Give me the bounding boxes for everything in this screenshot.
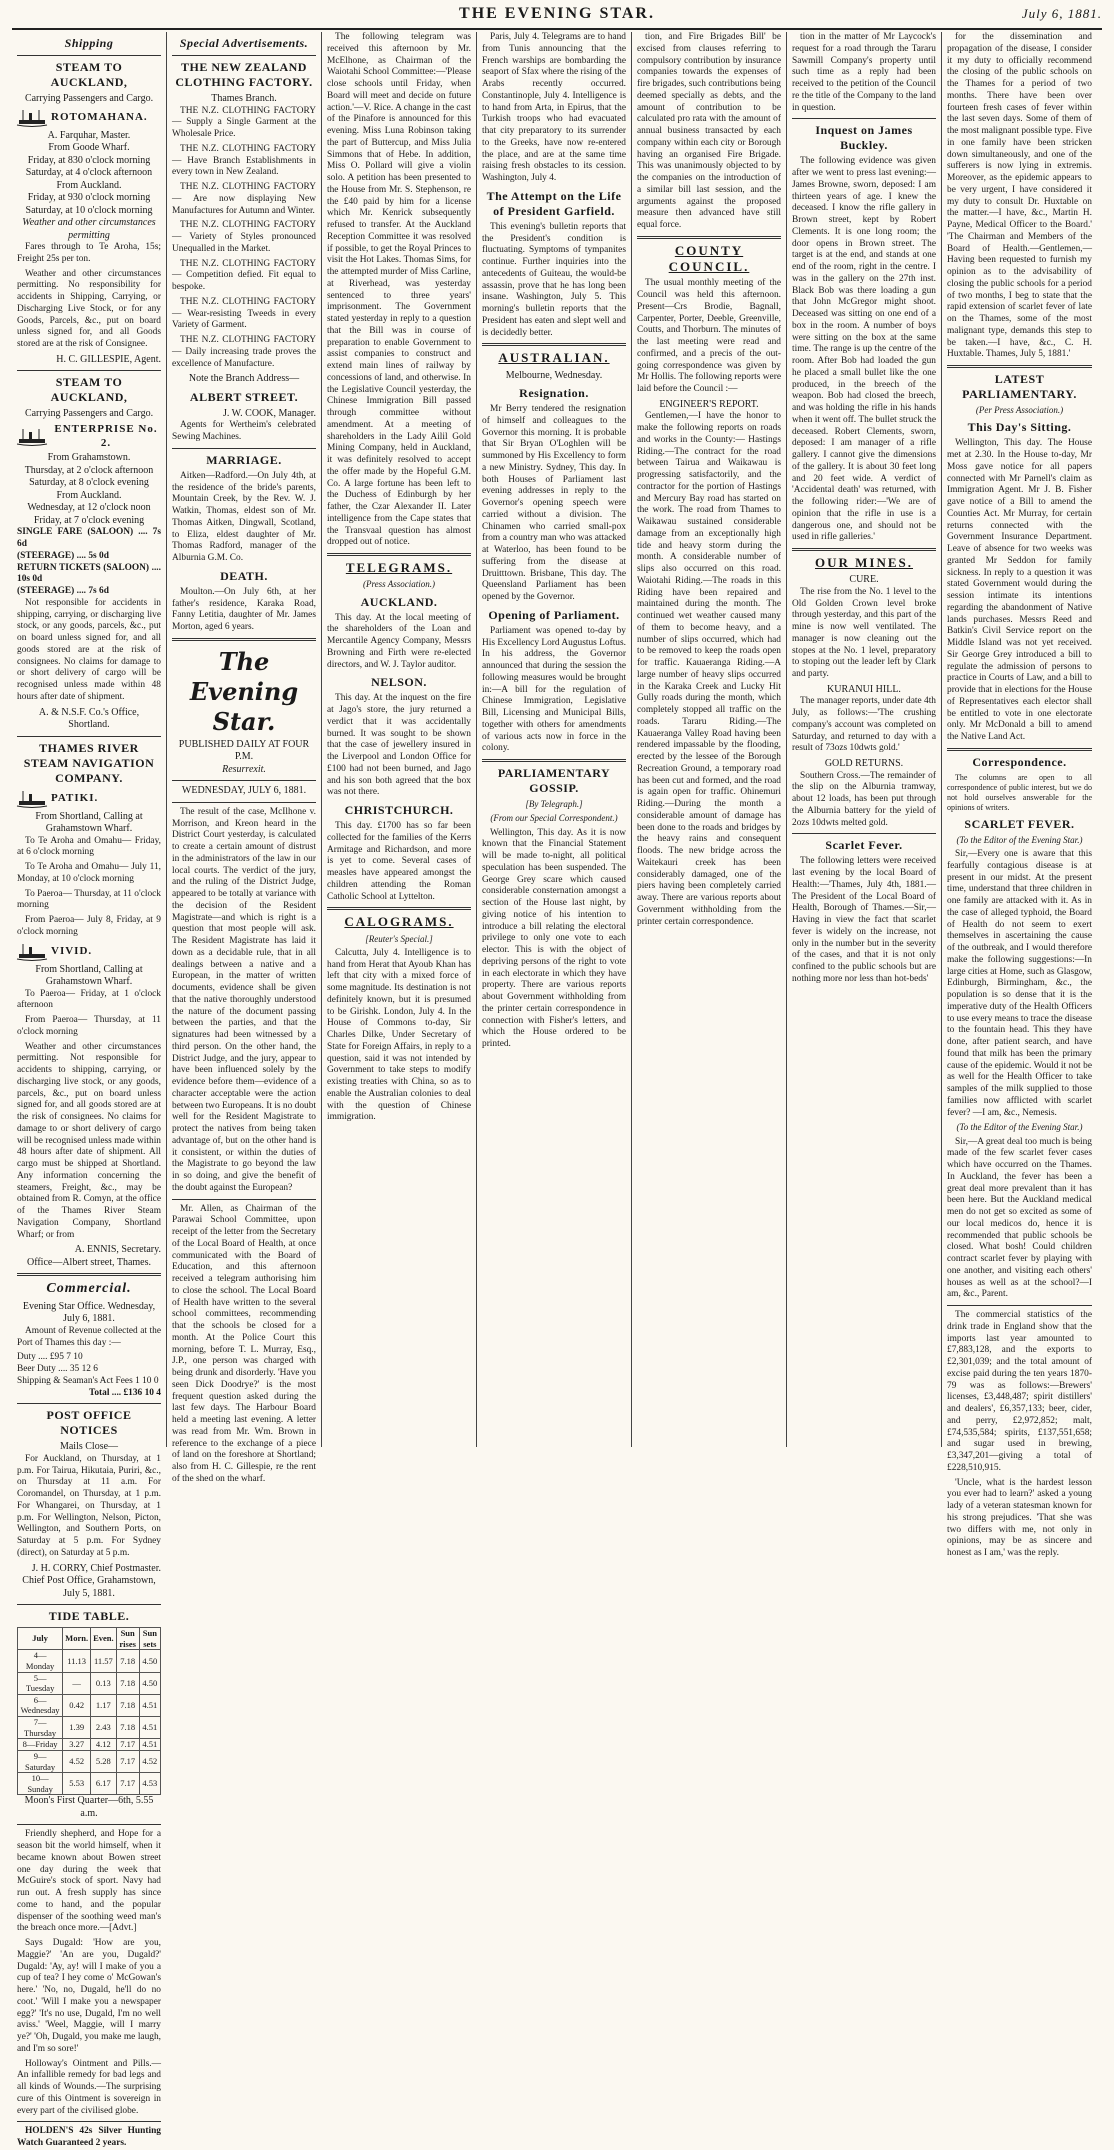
departure-time: Friday, at 830 o'clock morning: [27, 154, 151, 166]
ship-master: A. Farquhar, Master.: [47, 129, 131, 141]
our-mines-heading: OUR MINES.: [814, 555, 913, 570]
tide-cell: 4.51: [139, 1717, 160, 1739]
column-6: [787, 32, 942, 1447]
steamship-icon: [17, 427, 47, 447]
agent-signature: H. C. GILLESPIE, Agent.: [56, 353, 161, 365]
ship-name-patiki: PATIKI.: [51, 791, 99, 804]
departure-time: To Paeroa— Friday, at 1 o'clock afternoon: [17, 988, 161, 1011]
editorial-date: WEDNESDAY, JULY 6, 1881.: [181, 785, 307, 797]
tide-table-heading: TIDE TABLE.: [48, 1609, 130, 1623]
drink-statistics: The commercial statistics of the drink trade in England show that the imports last year amounted to £7,883,128, and the exports to £2,301,039; and the total amount of excise paid during the ten years 1870-79 was as follows:—Brewers' licenses, £3,448,487; spirit distillers' and dealers', £6,357,133; beer, cider, and perry, £2,972,852; malt, £74,535,584; spirits, £137,551,658; and sugar used in brewing, £3,347,201—giving a total of £228,510,915.: [947, 1310, 1092, 1473]
table-row: [18, 1717, 161, 1739]
postmaster-signature: J. H. CORRY, Chief Postmaster.: [31, 1562, 161, 1574]
sewing-machine-note: Agents for Wertheim's celebrated Sewing Machines.: [172, 420, 316, 442]
clothing-ad-line: THE N.Z. CLOTHING FACTORY — Supply a Single Garment at the Wholesale Price.: [172, 105, 316, 139]
tide-cell: 0.42: [63, 1694, 91, 1716]
departure-time: To Paeroa— Thursday, at 11 o'clock morning: [17, 888, 161, 911]
column-3: [322, 32, 477, 1447]
editorial-text: The result of the case, McIlhone v. Morrison, and Kreon heard in the District Court yesterday, is calculated to create a certain amount of distrust in the administrators of the law in our local courts. The verdict of the jury, and the ruling of the District Judge, appeared to be totally at variance with the decision of the Resident Magistrate—and which is right is a question that most people will ask. The Resident Magistrate has laid it down as a decidable rule, that in all dealings between a native and a European, in the matter of written documents, evidence shall be given that the native thoroughly understood the nature of the document passing between the parties, and that the signatures had been witnessed by a third person. On the other hand, the District Judge, and the jury, appear to have been influenced solely by the evidence before them—evidence of a character acceptable were the action between two Europeans. It is no doubt well for the Resident Magistrate to protect the natives from being taken advantage of, but on the other hand is it consistent, or within the duties of the Magistrate to go beyond the law in so doing, and give the benefit of the doubt against the European?: [172, 806, 316, 1193]
paper-publication-note: PUBLISHED DAILY AT FOUR P.M.: [178, 738, 310, 763]
mine-report: The manager reports, under date 4th July, as follows:—'The crushing company's account was completed on Saturday, and returned to day with a result of 73ozs 10dwts gold.': [792, 696, 936, 754]
fare-line: RETURN TICKETS (SALOON) .... 10s 0d: [17, 562, 161, 585]
australian-news: Mr Berry tendered the resignation of himself and colleagues to the Governor this morning. It is probable that Sir Bryan O'Loghlen will be summoned by His Excellency to form a new Ministry. Sydney, This day. In both Houses of Parliament last evening addresses in reply to the Governor's opening speech were carried without a division. The Chinamen who carried small-pox from a country man who was attacked at Waterloo, has been found to be suffering from the disease at Druitttown. Brisbane, This day. The Queensland Parliament has been opened by the Governor.: [482, 404, 626, 602]
newspaper-title: THE EVENING STAR.: [459, 5, 655, 22]
clothing-ad-line: THE N.Z. CLOTHING FACTORY — Daily increasing trade proves the excellence of Manufacture.: [172, 335, 316, 369]
tide-cell: 1.17: [91, 1694, 117, 1716]
dateline-melbourne: Melbourne, Wednesday.: [505, 369, 603, 381]
tide-col-header: Even.: [91, 1628, 117, 1650]
calograms-source: [Reuter's Special.]: [365, 933, 433, 944]
ship-illustration-row: [17, 423, 161, 451]
departure-time: Friday, at 7 o'clock evening: [33, 514, 145, 526]
council-continued: tion in the matter of Mr Laycock's request for a road through the Tararu Sawmill Company's property until such time as a reply had been received to the petition of the Council re the title of the Company to the land in question.: [792, 32, 936, 113]
tide-cell: 5—Tuesday: [18, 1672, 63, 1694]
ad-steam-auckland-sub: Carrying Passengers and Cargo.: [24, 408, 154, 420]
clothing-ad-line: THE N.Z. CLOTHING FACTORY — Have Branch Establishments in every town in New Zealand.: [172, 143, 316, 178]
ad-steam-auckland-title: STEAM TO AUCKLAND,: [50, 60, 128, 89]
tide-cell: 11.13: [63, 1650, 91, 1672]
issue-date: July 6, 1881.: [1021, 6, 1102, 21]
fare-line: (STEERAGE) .... 5s 0d: [17, 550, 109, 561]
correspondence-heading: Correspondence.: [972, 754, 1067, 769]
clothing-ad-line: THE N.Z. CLOTHING FACTORY — Variety of Styles pronounced Unequalled in the Market.: [172, 220, 316, 254]
garfield-text: This evening's bulletin reports that the President's condition is fluctuating. Symptoms of tympanites continue. Further inquiries into the antecedents of Guiteau, the would-be assassin, prove that he has long been insane. Washington, July 5. This morning's bulletin reports that the President has eaten and slept well and is decidedly better.: [482, 221, 626, 338]
ad-steam-auckland-title: STEAM TO AUCKLAND,: [50, 375, 128, 405]
ship-illustration-row: [17, 789, 161, 809]
clothing-factory-title: THE NEW ZEALAND CLOTHING FACTORY.: [175, 60, 313, 89]
departure-time: Saturday, at 4 o'clock afternoon: [25, 167, 153, 178]
column-1: [12, 32, 167, 2149]
tide-cell: 1.39: [63, 1717, 91, 1739]
branch-address: ALBERT STREET.: [189, 389, 299, 404]
advert-paragraph: Holloway's Ointment and Pills.—An infallible remedy for bad legs and all kinds of Wounds.—The surprising cure of this Ointment is sovereign in every part of the civilised globe.: [17, 2058, 161, 2116]
fares-note: Fares through to Te Aroha, 15s; Freight 25s per ton.: [17, 242, 161, 264]
telegram-text: This day. At the inquest on the fire at Jago's store, the jury returned a verdict that it was accidentally burned. It was sought to be shown that the case of jewellery insured in the Liverpool and London Office for £100 had not been burned, and Jago and his son both agreed that the box was not there.: [327, 693, 471, 798]
tide-cell: 3.27: [63, 1739, 91, 1751]
section-heading-special-ads: Special Advertisements.: [179, 36, 309, 50]
column-2: [167, 32, 322, 1484]
local-paragraph: Friendly shepherd, and Hope for a season bit the world himself, when it became known about Bowen street one day during the week that McGuire's stock of sport. Navy had run out. A fresh supply has since come to hand, and the popular dispenser of the soothing weed man's the breach once more.—[Advt.]: [17, 1829, 161, 1934]
tide-col-header: July: [18, 1628, 63, 1650]
masthead: [12, 0, 1102, 30]
ad-river-navigation-title: THAMES RIVER STEAM NAVIGATION COMPANY.: [23, 740, 155, 785]
steamship-icon: [17, 108, 47, 128]
revenue-total: Total .... £136 10 4: [88, 1387, 161, 1398]
clothing-ad-line: THE N.Z. CLOTHING FACTORY — Competition defied. Fit equal to bespoke.: [172, 258, 316, 292]
fare-line: SINGLE FARE (SALOON) .... 7s 6d: [17, 527, 161, 549]
tide-cell: 4.52: [63, 1750, 91, 1772]
tide-cell: 7.18: [116, 1650, 139, 1672]
departure-heading: From Shortland, Calling at Grahamstown Wharf.: [35, 963, 143, 987]
paper-nameplate: The Evening Star.: [189, 646, 299, 736]
liability-note: Not responsible for accidents in shipping, carrying, or discharging live stock, or any goods, parcels, &c., put on board unless signed for, and all goods stored are at the risk of consignees. No claims for damage to or short delivery of cargo will be recognised unless made within 48 hours after date of shipment.: [17, 597, 161, 702]
letter-text: Sir,—A great deal too much is being made of the few scarlet fever cases which have occurred on the Thames. In Auckland, the fever has been a great deal more prevalent than it has been here. But the Auckland medical men do not get so excited as some of our local medicos do, hence it is recommended that public schools be closed. What bosh! Could children contract scarlet fever by playing with one another, and visiting each others' houses as well as at the school?—I am, &c., Parent.: [947, 1136, 1092, 1300]
mine-heading-kuranui: KURANUI HILL.: [827, 683, 901, 695]
column-5: [632, 32, 787, 1447]
letter-addressee: (To the Editor of the Evening Star.): [956, 834, 1083, 845]
sitting-text: Wellington, This day. The House met at 2.30. In the House to-day, Mr Moss gave notice for all papers connected with Mr Parnell's claim as Immigration Agent. Mr J. B. Fisher gave notice of a Bill to amend the Counties Act. Mr Murray, for certain returns connected with the Government Insurance Department. Leave of absence for two weeks was granted Mr Seddon for family sickness. In reply to a question it was stated Government would during the session intimate its intentions regarding the abandonment of Native lands purchases. Messrs Reed and Batkin's Civil Service report on the Middle Island was not yet received. Sir George Grey introduced a bill to regulate the admission of persons to practice in Courts of Law, and a bill to provide that in elections for the House of Representatives each elector shall be entitled to vote in one electorate only. Mr McDonald a bill to amend the Native Land Act.: [947, 438, 1092, 742]
tide-cell: 8—Friday: [18, 1739, 63, 1751]
commercial-date: Evening Star Office. Wednesday, July 6, 1881.: [22, 1300, 156, 1325]
dateline-nelson: NELSON.: [371, 675, 427, 690]
tide-col-header: Sun sets: [139, 1628, 160, 1650]
table-row: [18, 1672, 161, 1694]
tide-cell: 7—Thursday: [18, 1717, 63, 1739]
tide-cell: 7.18: [116, 1672, 139, 1694]
tide-cell: 2.43: [91, 1717, 117, 1739]
mine-report: The rise from the No. 1 level to the Old Golden Crown level broke through yesterday, and this part of the mine is now well ventilated. The manager is now cleaning out the stopes at the No. 1 level, preparatory to stoping out the leader left by Clark and party.: [792, 586, 936, 679]
tide-cell: 5.28: [91, 1750, 117, 1772]
section-heading-commercial: Commercial.: [46, 1281, 132, 1297]
gossip-correspondent: (From our Special Correspondent.): [490, 813, 618, 824]
advert-watch: HOLDEN'S 42s Silver Hunting Watch Guaranteed 2 years.: [17, 2126, 161, 2149]
steamship-icon: [17, 942, 47, 962]
letter-text: Sir,—Every one is aware that this fearfully contagious disease is at present in our midst. At the present time, understand that three children in one family are attacked with it. As in the case of alleged typhoid, the Board of Health do not seem to exert themselves in ascertaining the cause of the outbreak, and I would therefore make the following suggestions:—In large cities at Home, such as Glasgow, Edinburgh, Birmingham, &c., the population is so dense that it is the imperative duty of the Health Officers to use every means to trace the disease to the fountain head. This they have done, after patient search, and have found that milk has been the primary cause of the epidemic. Would it not be as well for the Health Officer to take samples of the milk supplied to those families now afflicted with scarlet fever? —I am, &c., Nemesis.: [947, 849, 1092, 1118]
gossip-source: [By Telegraph.]: [525, 799, 583, 809]
tide-cell: 4.52: [139, 1750, 160, 1772]
correspondence-disclaimer: The columns are open to all correspondence of public interest, but we do not hold ourselves answerable for the opinions of writers.: [947, 772, 1092, 812]
ship-name-vivid: VIVID.: [51, 944, 93, 957]
departure-heading: From Auckland.: [56, 179, 122, 191]
parliamentary-gossip-heading: PARLIAMENTARY GOSSIP.: [497, 766, 611, 795]
post-office-heading: POST OFFICE NOTICES: [46, 1408, 132, 1438]
liability-note: Weather and other circumstances permitting. Not responsible for accidents to shipping, carrying, or discharging live stock, or any goods, parcels, &c., put on board unless signed for, and all goods stored are at the risk of consignees. No claims for damage to or short delivery of cargo will be recognised unless made within 48 hours after date of shipment. All cargo must be shipped at Shortland. Any information concerning the steamers, Freight, &c., may be obtained from R. Comyn, at the office of the Thames River Steam Navigation Company, Shortland Wharf; or from: [17, 1041, 161, 1240]
marriage-notice: Aitken—Radford.—On July 4th, at the residence of the bride's parents, Mountain Creek, by the Rev. W. J. Watkin, Thomas, eldest son of Mr. Thomas Aitken, Dingwall, Scotland, to Eliza, eldest daughter of Mr. Thomas Radford, manager of the Alburnia G.M. Co.: [172, 470, 316, 563]
engineer-report-heading: ENGINEER'S REPORT.: [659, 398, 759, 410]
revenue-line: Shipping & Seaman's Act Fees 1 10 0: [17, 1375, 159, 1386]
clothing-ad-line: THE N.Z. CLOTHING FACTORY — Are now displaying New Manufactures for Autumn and Winter.: [172, 182, 316, 216]
death-notice: Moulton.—On July 6th, at her father's residence, Karaka Road, Fanny Letitia, daughter of Mr. James Morton, aged 6 years.: [172, 586, 316, 632]
departure-time: To Te Aroha and Omahu— July 11, Monday, at 10 o'clock morning: [17, 862, 161, 884]
tide-cell: 7.18: [116, 1694, 139, 1716]
tide-cell: 6—Wednesday: [18, 1694, 63, 1716]
garfield-heading: The Attempt on the Life of President Garfield.: [486, 188, 622, 218]
departure-heading: From Shortland, Calling at Grahamstown Wharf.: [35, 810, 143, 834]
departure-time: Thursday, at 2 o'clock afternoon: [24, 464, 154, 476]
secretary-signature: A. ENNIS, Secretary.: [74, 1244, 161, 1256]
ship-name-enterprise: ENTERPRISE No. 2.: [54, 422, 158, 449]
opening-parliament-heading: Opening of Parliament.: [488, 607, 620, 622]
manager-signature: J. W. COOK, Manager.: [222, 407, 316, 419]
ship-illustration-row: [17, 942, 161, 962]
branch-address-label: Note the Branch Address—: [188, 373, 300, 385]
table-row: [18, 1739, 161, 1751]
ship-illustration-row: [17, 108, 161, 128]
tide-cell: 4.51: [139, 1739, 160, 1751]
telegrams-heading: TELEGRAMS.: [345, 560, 453, 575]
departure-time: Saturday, at 8 o'clock evening: [29, 477, 149, 489]
tide-cell: 4.50: [139, 1650, 160, 1672]
departure-time: Saturday, at 10 o'clock morning: [25, 204, 153, 216]
calogram-text: Calcutta, July 4. Intelligence is to hand from Herat that Ayoub Khan has left that city with a mixed force of some magnitude. Its destination is not definitely known, but it is presumed to be Girishk. London, July 4. In the House of Commons to-day, Sir Charles Dilke, Under Secretary of State for Foreign Affairs, in reply to a question, said it was not intended by Government to take steps to modify existing treaties with China, so as to enable the Australian colonies to deal with the question of Chinese immigration.: [327, 947, 471, 1123]
tide-cell: 0.13: [91, 1672, 117, 1694]
opening-parliament-text: Parliament was opened to-day by His Excellency Lord Augustus Loftus. In his address, the Governor announced that during the session the following measures would be brought in:—A bill for the regulation of Chinese Immigration, Legislative Bill, Licensing and Municipal Bills, together with others for amendments of various acts now in force in the colony.: [482, 625, 626, 754]
local-news: The following telegram was received this afternoon by Mr. McElhone, as Chairman of the Waiotahi School Committee:—'Please close schools until Friday, when Board will meet and decide on future action.'—V. Rice. A change in the cast of the Pinafore is announced for this evening. Miss Luna Robinson taking the part of Buttercup, and Miss Julia Simmons that of Hebe. In addition, Miss O. Pollard will give a violin solo. A petition has been presented to the House from Mr. S. Stephenson, re the £40 paid by him for a license which Mr. Kenrick subsequently refused to transfer. At the Auckland Reception Committee it was resolved if possible, to get the Royal Princes to visit the Hot Lakes. Thomas Sims, for the attempted murder of Miss Carline, at Riverhead, was yesterday sentenced to three years' imprisonment. The Government stated yesterday in reply to a question that the Bill was in course of preparation to enable Government to assist companies to construct and extend main lines of railway by concessions of land, and otherwise. In the Legislative Council yesterday, the Chinese Immigration Bill passed through committee without amendment. At a meeting of shareholders in the Lady Ailil Gold Mining Company, held in Auckland, it was definitely resolved to accept the offer made by the Hopeful G.M. Co. A large fortune has been left to the Duchess of Edinburgh by her father, the Czar Alexander II. Later intelligence from the Cape states that the Transvaal question has almost dropped out of notice.: [327, 32, 471, 548]
telegram-text: This day. £1700 has so far been collected for the families of the Kerrs Armitage and Richardson, and more is yet to come. Several cases of measles have appeared amongst the children attending the Roman Catholic School at Lyttelton.: [327, 821, 471, 902]
fare-line: (STEERAGE) .... 7s 6d: [17, 586, 109, 596]
tide-cell: —: [63, 1672, 91, 1694]
table-row: [18, 1773, 161, 1795]
tide-cell: 5.53: [63, 1773, 91, 1795]
cable-news: Paris, July 4. Telegrams are to hand from Tunis announcing that the French warships are bombarding the seaport of Sfax where the rising of the Arabs recently occurred. Constantinople, July 4. Intelligence is to hand from Arta, in Epirus, that the Turkish troops who had evacuated that city preparatory to its surrender to the Greeks, have now re-entered the place, and are at the same time raising fresh obstacles to its cession. Washington, July 4.: [482, 32, 626, 183]
scarlet-fever-continued: for the dissemination and propagation of the disease, I consider it my duty to officially recommend the closing of the public schools on the Thames for a period of two months. There have been over fourteen fresh cases of fever within the last seven days. Some of them of the most malignant possible type. Five in one family have been stricken down simultaneously, and one of the sufferers is now lying in extremis. Moreover, as the epidemic appears to be very urgent, I have considered it my duty to consult Dr. Huxtable on the matter.—I have, &c., Martin H. Payne, Medical Officer to the Board.' 'The Chairman and Members of the Board of Health.—Gentlemen,—Having been requested to furnish my opinion as to the advisability of closing the public schools for a period of two months, I beg to state that the rapid extension of scarlet fever of late on the Thames, some of the most malignant type, demands this step to be taken.—I have, &c., C. H. Huxtable. Thames, July 5, 1881.': [947, 32, 1092, 360]
tide-cell: 7.17: [116, 1773, 139, 1795]
letter-addressee: (To the Editor of the Evening Star.): [956, 1122, 1083, 1133]
tide-cell: 4.51: [139, 1694, 160, 1716]
inquest-heading: Inquest on James Buckley.: [815, 123, 913, 153]
tide-cell: 4.53: [139, 1773, 160, 1795]
gossip-text: Wellington, This day. As it is now known that the Financial Statement will be made to-night, all political speculation has been suspended. The George Grey scare which caused considerable consternation amongst a section of the House last night, by giving notice of his intention to introduce a bill relating the electoral privilege to only one vote to each elector. This is with the object of depriving persons of the right to vote in each electorate in which they have property. There are various reports about Government withholding from the printer certain correspondence in connection with Fisher's letters, and which the House ordered to be printed.: [482, 827, 626, 1049]
table-row: [18, 1750, 161, 1772]
section-heading-shipping: Shipping: [64, 36, 114, 50]
death-heading: DEATH.: [220, 568, 268, 583]
dateline-auckland: AUCKLAND.: [360, 594, 438, 609]
tide-col-header: Sun rises: [116, 1628, 139, 1650]
liability-note: Weather and other circumstances permitting. No responsibility for accidents in Shipping, Carrying, or Discharging Live Stock, or for any Goods, Parcels, &c., put on board unless signed for, and all Goods stored are at the risk of Consignee.: [17, 268, 161, 349]
moon-phase-note: Moon's First Quarter—6th, 5.55 a.m.: [24, 1795, 154, 1819]
tide-cell: 6.17: [91, 1773, 117, 1795]
agent-signature: A. & N.S.F. Co.'s Office, Shortland.: [38, 706, 140, 730]
tide-table: [17, 1627, 161, 1795]
local-notices: Mr. Allen, as Chairman of the Parawai School Committee, upon receipt of the letter from the Secretary of the Local Board of Health, at once communicated with the Board of Education, and this afternoon received a telegram authorising him to close the school. The Local Board of Health have written to the several school committees, recommending that the schools be closed for a month. At the Police Court this morning, before T. L. Murray, Esq., J.P., one person was charged with being drunk and disorderly. 'Have you seen Dick Doodrye?' is the most frequent question asked during the last few days. The Harbour Board held a meeting last evening. A letter was read from Mr. Wm. Brown in reference to the exchange of a piece of land on the foreshore at Shortland; also from H. C. Gillespie, re the rent of the shed on the wharf.: [172, 1203, 316, 1484]
departure-time: To Te Aroha and Omahu— Friday, at 6 o'clock morning: [17, 835, 161, 858]
mine-heading-cure: CURE.: [849, 574, 879, 586]
tide-cell: 9—Saturday: [18, 1750, 63, 1772]
engineer-report-text: Gentlemen,—I have the honor to make the following reports on roads and works in the County:— Hastings Riding.—The contract for the road between Tairua and Waikawau is progressing satisfactorily, and the contractor for the portion of Hastings and Mercury Bay road has started on the work. The road from Thames to Waikawau sustained considerable damage from an exceptionally high tide and heavy storm during the month. A considerable number of slips also occurred on this road. Waiotahi Riding.—The roads in this Riding have been repaired and maintained during the month. The continued wet weather caused many of them to become heavy, and a number of slips occurred, which had to be removed to keep the roads open for traffic. Kauaeranga Riding.—A large number of heavy slips occurred in the Karaka Creek and Lucky Hit Gully roads during the month, which completely stopped all traffic on the roads. Tararu Riding.—The Kauaeranga Valley Road having been rendered impassable by the flooding, erected by the lessee of the Borough Recreation Ground, a temporary road has been cut and formed, and the road is again open for traffic. Ohinemuri Riding.—During the month a considerable amount of damage has been done to the roads and bridges by the heavy rains and consequent floods. The new bridge across the Waitekauri creek has been considerably damaged, one of the piers having been completely carried away. There are various reports about Government withholding from the printer certain correspondence.: [637, 411, 781, 927]
county-council-heading: COUNTY COUNCIL.: [668, 242, 750, 274]
steamship-icon: [17, 789, 47, 809]
departure-heading: From Goode Wharf.: [48, 142, 130, 153]
revenue-line: Beer Duty .... 35 12 6: [17, 1364, 98, 1374]
tide-cell: 10—Sunday: [18, 1773, 63, 1795]
column-4: [477, 32, 632, 1447]
tide-cell: 4.50: [139, 1672, 160, 1694]
parliamentary-source: (Per Press Association.): [975, 405, 1064, 415]
calograms-heading: CALOGRAMS.: [344, 914, 454, 930]
mail-schedule: For Auckland, on Thursday, at 1 p.m. For Tairua, Hikutaia, Puriri, &c., on Thursday at 11 a.m. For Coromandel, on Thursday, at 1 p.m. For Whangarei, on Thursday, at 1 p.m. For Wellington, Nelson, Picton, Wellington, and Southern Ports, on Saturday at 5 p.m. For Sydney (direct), on Saturday at 5 p.m.: [17, 1453, 161, 1558]
tide-cell: 4—Monday: [18, 1650, 63, 1672]
ad-steam-auckland-sub: Carrying Passengers and Cargo.: [24, 93, 154, 104]
tide-col-header: Morn.: [63, 1628, 91, 1650]
clothing-factory-branch: Thames Branch.: [211, 93, 277, 104]
tide-cell: 7.17: [116, 1739, 139, 1751]
resignation-heading: Resignation.: [519, 386, 589, 400]
column-7: [942, 32, 1097, 1558]
table-row: [18, 1694, 161, 1716]
tide-cell: 11.57: [91, 1650, 117, 1672]
gold-returns-text: Southern Cross.—The remainder of the slip on the Alburnia tramway, about 12 loads, has been put through the Alburnia battery for the yield of 2ozs 10dwts melted gold.: [792, 770, 936, 828]
dateline-christchurch: CHRISTCHURCH.: [344, 803, 454, 817]
fire-brigades-text: tion, and Fire Brigades Bill' be excised from clauses referring to compulsory contribution by insurance companies towards the expenses of fire brigades, such contributions being deemed specially as debts, and the amount of contribution to be calculated pro rata with the amount of annual business transacted by each company within each city or Borough having an organised Fire Brigade. This was unanimously objected to by the companies on the introduction of a similar bill last session, and the arguments against the proposed measure then advanced have still equal force.: [637, 32, 781, 230]
table-row: [18, 1650, 161, 1672]
tide-cell: 7.17: [116, 1750, 139, 1772]
australian-heading: AUSTRALIAN.: [498, 350, 610, 366]
departure-time: From Paeroa— Thursday, at 11 o'clock morning: [17, 1015, 161, 1037]
scarlet-fever-heading: Scarlet Fever.: [825, 838, 903, 853]
ship-name-rotomahana: ROTOMAHANA.: [51, 110, 148, 123]
departure-time: From Paeroa— July 8, Friday, at 9 o'clock morning: [17, 915, 161, 937]
tide-cell: 7.18: [116, 1717, 139, 1739]
telegram-text: This day. At the local meeting of the shareholders of the Loan and Mercantile Agency Company, Messrs Browning and Firth were re-elected directors, and W. J. Taylor auditor.: [327, 612, 471, 670]
clothing-ad-line: THE N.Z. CLOTHING FACTORY — Wear-resisting Tweeds in every Variety of Garment.: [172, 296, 316, 331]
scarlet-fever-text: The following letters were received last evening by the local Board of Health:—'Thames, July 4th, 1881.—The President of the Local Board of Health, Borough of Thames.—Sir,—Having in view the fact that scarlet fever is widely on the increase, not only in the number but in the severity of the cases, and that it is not only confined to the public schools but are nothing more nor less than hot-beds': [792, 856, 936, 984]
tide-cell: 4.12: [91, 1739, 117, 1751]
weather-note: Weather and other circumstances permitting: [22, 217, 156, 241]
gold-returns-heading: GOLD RETURNS.: [824, 758, 904, 769]
revenue-line: Duty .... £95 7 10: [17, 1352, 83, 1363]
revenue-intro: Amount of Revenue collected at the Port of Thames this day :—: [17, 1325, 161, 1348]
telegrams-source: (Press Association.): [363, 579, 435, 590]
post-office-location: Chief Post Office, Grahamstown, July 5, 1881.: [22, 1575, 156, 1599]
departure-time: Wednesday, at 12 o'clock noon: [27, 502, 151, 514]
paper-motto: Resurrexit.: [222, 763, 266, 775]
sitting-heading: This Day's Sitting.: [967, 420, 1072, 435]
latest-parliamentary-heading: LATEST PARLIAMENTARY.: [962, 372, 1077, 401]
council-text: The usual monthly meeting of the Council was held this afternoon. Present—Crs Brodie, Bagnall, Carpenter, Porter, Deeble, Greenville, Coutts, and Thorburn. The minutes of the last meeting were read and confirmed, and a precis of the out-going correspondence was given by Mr Hollis. The following reports were laid before the Council :—: [637, 278, 781, 394]
departure-time: Friday, at 930 o'clock morning: [27, 192, 151, 203]
inquest-text: The following evidence was given after we went to press last evening:— James Browne, sworn, deposed: I am thirteen years of age. I knew the deceased. I know the rifle gallery in Brown street, kept by Robert Clements. It is one long room; the door opens in Brown street. The target is at the end, and stands at one end of the room, right in the centre. I was in the gallery on the 27th inst. Black Bob was there loading a gun that John McGregor might shoot. Deceased was sitting on one end of a box in the room. A number of boys were sitting on the box at the same time. The range is up the centre of the room. After Bob had loaded the gun he placed a small bullet like the one produced, in the breech of the weapon. Bob had closed the breech, and was holding the rifle in his hands when it went off. The bullet struck the deceased. Robert Clements, sworn, deposed: I am manager of a rifle gallery. I cannot give the dimensions of the gallery. It is about 30 feet long and 20 feet wide. A verdict of 'Accidental death' was returned, with the following rider:—'We are of opinion that the rifle in use is a dangerous one, and should not be used in rifle galleries.': [792, 156, 936, 543]
page-columns: [12, 32, 1102, 2149]
local-paragraph: Says Dugald: 'How are you, Maggie?' 'An are you, Dugald?' Dugald: 'Ay, ay! will I make of you a cup of tea? I hey come o' McGowan's here.' 'No, no, Dugald, he'll do no coot.' 'Will I make you a newspaper egg?' 'It's no use, Dugald, I'm no well aviss.' 'Weel, Maggie, will I marry ye?' 'Oh, Dugald, you make me laugh, and I'm so sore!': [17, 1938, 161, 2054]
anecdote: 'Uncle, what is the hardest lesson you ever had to learn?' asked a young lady of a veteran statesman known for his strong prejudices. 'That she was two differs with me, not only in opinions, may be as sincere and honest as I am,' was the reply.: [947, 1477, 1092, 1558]
departure-heading: From Auckland.: [56, 489, 122, 501]
tide-table-header-row: [18, 1628, 161, 1650]
marriage-heading: MARRIAGE.: [206, 452, 282, 467]
mails-close-label: Mails Close—: [59, 1441, 119, 1453]
office-address: Office—Albert street, Thames.: [26, 1256, 152, 1268]
letter-heading-scarlet-fever: SCARLET FEVER.: [964, 816, 1075, 831]
departure-heading: From Grahamstown.: [47, 452, 131, 464]
